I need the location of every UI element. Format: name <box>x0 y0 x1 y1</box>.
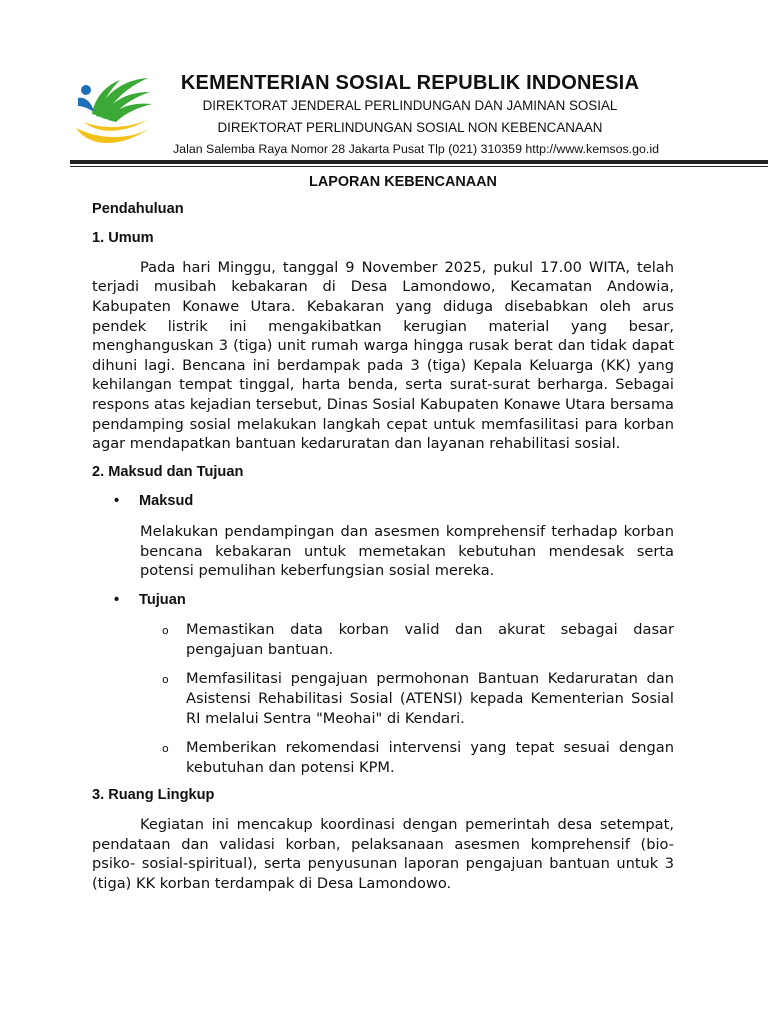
tujuan-item-text: Memfasilitasi pengajuan permohonan Bantuan Kedaruratan dan Asistensi Rehabilitasi Sosial (ATENSI) kepada Kementerian Sosial RI melalui Sentra "Meohai" di Kendari. <box>186 670 674 727</box>
bullet-icon: • <box>114 493 120 510</box>
letterhead-rule-thin <box>70 166 768 167</box>
kemensos-logo <box>74 72 154 152</box>
circle-bullet-icon: o <box>162 742 169 756</box>
intro-heading: Pendahuluan <box>92 200 184 217</box>
tujuan-item <box>162 669 674 728</box>
section-2-heading: 2. Maksud dan Tujuan <box>92 463 244 480</box>
section-1-heading: 1. Umum <box>92 230 154 247</box>
report-title: LAPORAN KEBENCANAAN <box>309 174 497 190</box>
ministry-name: KEMENTERIAN SOSIAL REPUBLIK INDONESIA <box>180 72 640 94</box>
logo-head <box>81 85 91 95</box>
tujuan-item <box>162 620 674 659</box>
circle-bullet-icon: o <box>162 673 169 687</box>
circle-bullet-icon: o <box>162 624 169 638</box>
directorate-general: DIREKTORAT JENDERAL PERLINDUNGAN DAN JAMINAN SOSIAL <box>202 98 618 113</box>
logo-leaves <box>92 78 152 122</box>
tujuan-item-text: Memberikan rekomendasi intervensi yang tepat sesuai dengan kebutuhan dan potensi KPM. <box>186 739 674 776</box>
directorate: DIREKTORAT PERLINDUNGAN SOSIAL NON KEBENCANAAN <box>217 120 603 135</box>
logo-body <box>78 98 94 112</box>
tujuan-item-text: Memastikan data korban valid dan akurat sebagai dasar pengajuan bantuan. <box>186 621 674 658</box>
maksud-text: Melakukan pendampingan dan asesmen komprehensif terhadap korban bencana kebakaran untuk memetakan kebutuhan mendesak serta potensi pemulihan keberfungsian sosial mereka. <box>140 522 674 580</box>
letterhead <box>150 70 670 158</box>
letterhead-rule-thick <box>70 160 768 164</box>
maksud-bullet <box>92 492 674 512</box>
tujuan-item <box>162 738 674 777</box>
section-1-body: Pada hari Minggu, tanggal 9 November 2025, pukul 17.00 WITA, telah terjadi musibah kebakaran di Desa Lamondowo, Kecamatan Andowia, Kabupaten Konawe Utara. Kebakaran yang diduga disebabkan oleh arus pendek listrik ini mengakibatkan kerugian material yang besar, menghanguskan 3 (tiga) unit rumah warga hingga rusak berat dan tidak dapat dihuni lagi. Bencana ini berdampak pada 3 (tiga) Kepala Keluarga (KK) yang kehilangan tempat tinggal, harta benda, serta surat-surat berharga. Sebagai respons atas kejadian tersebut, Dinas Sosial Kabupaten Konawe Utara bersama pendamping sosial melakukan langkah cepat untuk memfasilitasi para korban agar mendapatkan bantuan kedaruratan dan layanan rehabilitasi sosial. <box>92 258 674 453</box>
report-body <box>92 173 674 893</box>
tujuan-label: Tujuan <box>139 591 186 608</box>
address-line: Jalan Salemba Raya Nomor 28 Jakarta Pusat Tlp (021) 310359 http://www.kemsos.go.id <box>172 142 659 156</box>
maksud-label: Maksud <box>139 493 194 510</box>
bullet-icon: • <box>114 591 120 608</box>
section-3-heading: 3. Ruang Lingkup <box>92 787 215 804</box>
section-3-body: Kegiatan ini mencakup koordinasi dengan pemerintah desa setempat, pendataan dan validasi korban, pelaksanaan asesmen komprehensif (bio-psiko- sosial-spiritual), serta penyusunan laporan pengajuan bantuan untuk 3 (tiga) KK korban terdampak di Desa Lamondowo. <box>92 816 674 892</box>
tujuan-bullet <box>92 591 674 611</box>
